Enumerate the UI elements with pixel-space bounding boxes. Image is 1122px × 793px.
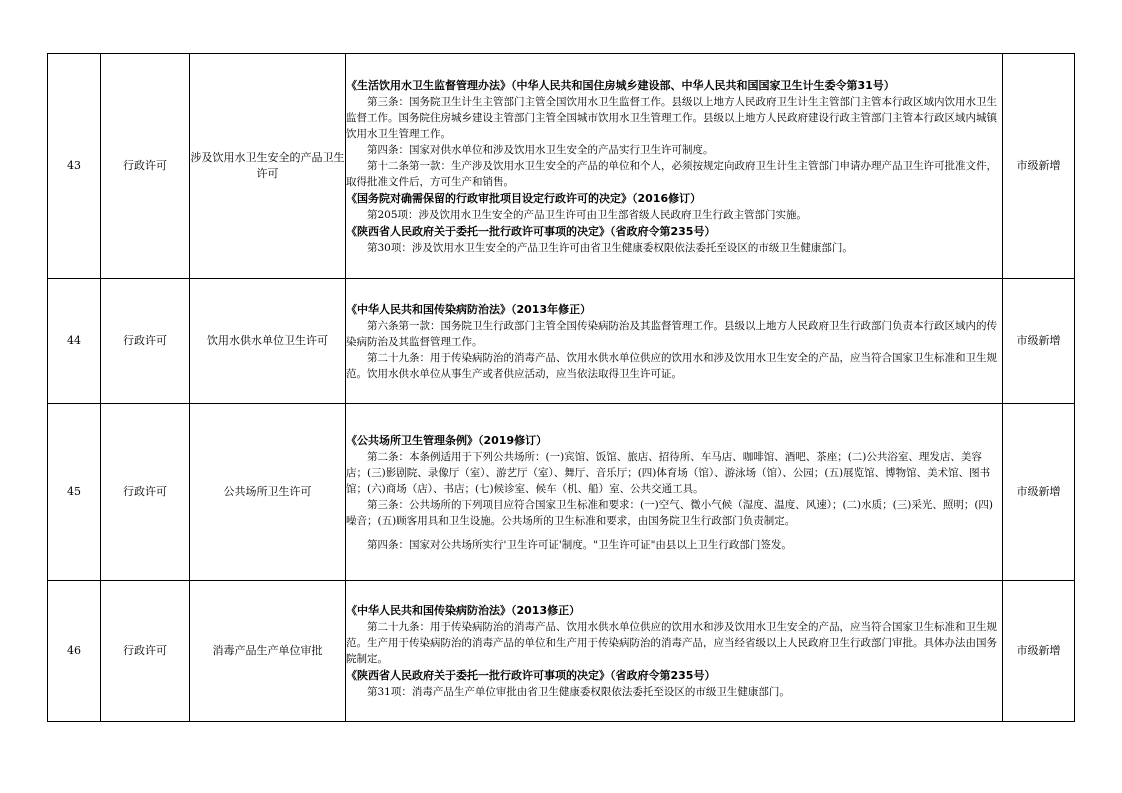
item-number: 45 bbox=[48, 404, 101, 581]
law-title: 《陕西省人民政府关于委托一批行政许可事项的决定》（省政府令第235号） bbox=[346, 224, 716, 238]
law-clause: 第十二条第一款：生产涉及饮用水卫生安全的产品的单位和个人，必须按规定向政府卫生计生主管部门申请办理产品卫生许可批准文件，取得批准文件后，方可生产和销售。 bbox=[346, 159, 997, 188]
item-note: 市级新增 bbox=[1003, 404, 1075, 581]
legal-basis bbox=[346, 54, 1003, 279]
law-clause: 第四条：国家对供水单位和涉及饮用水卫生安全的产品实行卫生许可制度。 bbox=[367, 143, 714, 156]
law-clause: 第三条：公共场所的下列项目应符合国家卫生标准和要求：(一)空气、微小气候（湿度、温度、风速）；(二)水质；(三)采光、照明；(四)噪音；(五)顾客用具和卫生设施。公共场所的卫生标准和要求，由国务院卫生行政部门负责制定。 bbox=[346, 498, 994, 527]
law-title: 《公共场所卫生管理条例》（2019修订） bbox=[346, 433, 548, 447]
law-clause: 第二条：本条例适用于下列公共场所：(一)宾馆、饭馆、旅店、招待所、车马店、咖啡馆、酒吧、茶座；(二)公共浴室、理发店、美容店；(三)影剧院、录像厅（室）、游艺厅（室）、舞厅、音乐厅；(四)体育场（馆）、游泳场（馆）、公园；(五)展览馆、博物馆、美术馆、图书馆；(六)商场（店）、书店；(七)候诊室、候车（机、船）室、公共交通工具。 bbox=[346, 450, 991, 495]
table-row bbox=[48, 54, 1075, 279]
table-body bbox=[48, 54, 1075, 722]
table-row bbox=[48, 279, 1075, 404]
law-title: 《中华人民共和国传染病防治法》（2013修正） bbox=[346, 604, 581, 617]
item-type: 行政许可 bbox=[101, 54, 190, 279]
item-name: 消毒产品生产单位审批 bbox=[190, 581, 346, 722]
item-type: 行政许可 bbox=[101, 581, 190, 722]
item-type: 行政许可 bbox=[101, 279, 190, 404]
law-clause: 第三条：国务院卫生计生主管部门主管全国饮用水卫生监督工作。县级以上地方人民政府卫生计生主管部门主管本行政区域内饮用水卫生监督工作。国务院住房城乡建设主管部门主管全国城市饮用水卫生管理工作。县级以上地方人民政府建设行政主管部门主管本行政区域内城镇饮用水卫生管理工作。 bbox=[346, 95, 997, 140]
item-note: 市级新增 bbox=[1003, 54, 1075, 279]
item-note: 市级新增 bbox=[1003, 581, 1075, 722]
item-number: 43 bbox=[48, 54, 101, 279]
legal-basis bbox=[346, 581, 1003, 722]
law-clause: 第205项：涉及饮用水卫生安全的产品卫生许可由卫生部省级人民政府卫生行政主管部门实施。 bbox=[367, 208, 808, 221]
item-number: 46 bbox=[48, 581, 101, 722]
blank-line bbox=[346, 529, 1002, 537]
item-name: 公共场所卫生许可 bbox=[190, 404, 346, 581]
item-number: 44 bbox=[48, 279, 101, 404]
law-clause: 第30项：涉及饮用水卫生安全的产品卫生许可由省卫生健康委权限依法委托至设区的市级卫生健康部门。 bbox=[367, 241, 853, 254]
item-note: 市级新增 bbox=[1003, 279, 1075, 404]
law-title: 《陕西省人民政府关于委托一批行政许可事项的决定》（省政府令第235号） bbox=[346, 669, 716, 682]
item-name: 饮用水供水单位卫生许可 bbox=[190, 279, 346, 404]
table-row bbox=[48, 581, 1075, 722]
law-clause: 第四条：国家对公共场所实行'卫生许可证'制度。"卫生许可证"由县以上卫生行政部门签发。 bbox=[367, 538, 792, 551]
legal-basis bbox=[346, 404, 1003, 581]
permit-items-table bbox=[47, 53, 1075, 722]
item-type: 行政许可 bbox=[101, 404, 190, 581]
law-clause: 第二十九条：用于传染病防治的消毒产品、饮用水供水单位供应的饮用水和涉及饮用水卫生安全的产品，应当符合国家卫生标准和卫生规范。饮用水供水单位从事生产或者供应活动，应当依法取得卫生许可证。 bbox=[346, 351, 997, 380]
legal-basis bbox=[346, 279, 1003, 404]
law-title: 《国务院对确需保留的行政审批项目设定行政许可的决定》（2016修订） bbox=[346, 191, 702, 205]
law-title: 《生活饮用水卫生监督管理办法》（中华人民共和国住房城乡建设部、中华人民共和国国家卫生计生委令第31号） bbox=[346, 78, 895, 92]
table-row bbox=[48, 404, 1075, 581]
law-title: 《中华人民共和国传染病防治法》（2013年修正） bbox=[346, 302, 592, 316]
item-name: 涉及饮用水卫生安全的产品卫生许可 bbox=[190, 54, 346, 279]
law-clause: 第二十九条：用于传染病防治的消毒产品、饮用水供水单位供应的饮用水和涉及饮用水卫生安全的产品，应当符合国家卫生标准和卫生规范。生产用于传染病防治的消毒产品的单位和生产用于传染病防治的消毒产品，应当经省级以上人民政府卫生行政部门审批。具体办法由国务院制定。 bbox=[346, 621, 997, 665]
law-clause: 第31项：消毒产品生产单位审批由省卫生健康委权限依法委托至设区的市级卫生健康部门。 bbox=[367, 686, 790, 698]
law-clause: 第六条第一款：国务院卫生行政部门主管全国传染病防治及其监督管理工作。县级以上地方人民政府卫生行政部门负责本行政区域内的传染病防治及其监督管理工作。 bbox=[346, 319, 997, 348]
